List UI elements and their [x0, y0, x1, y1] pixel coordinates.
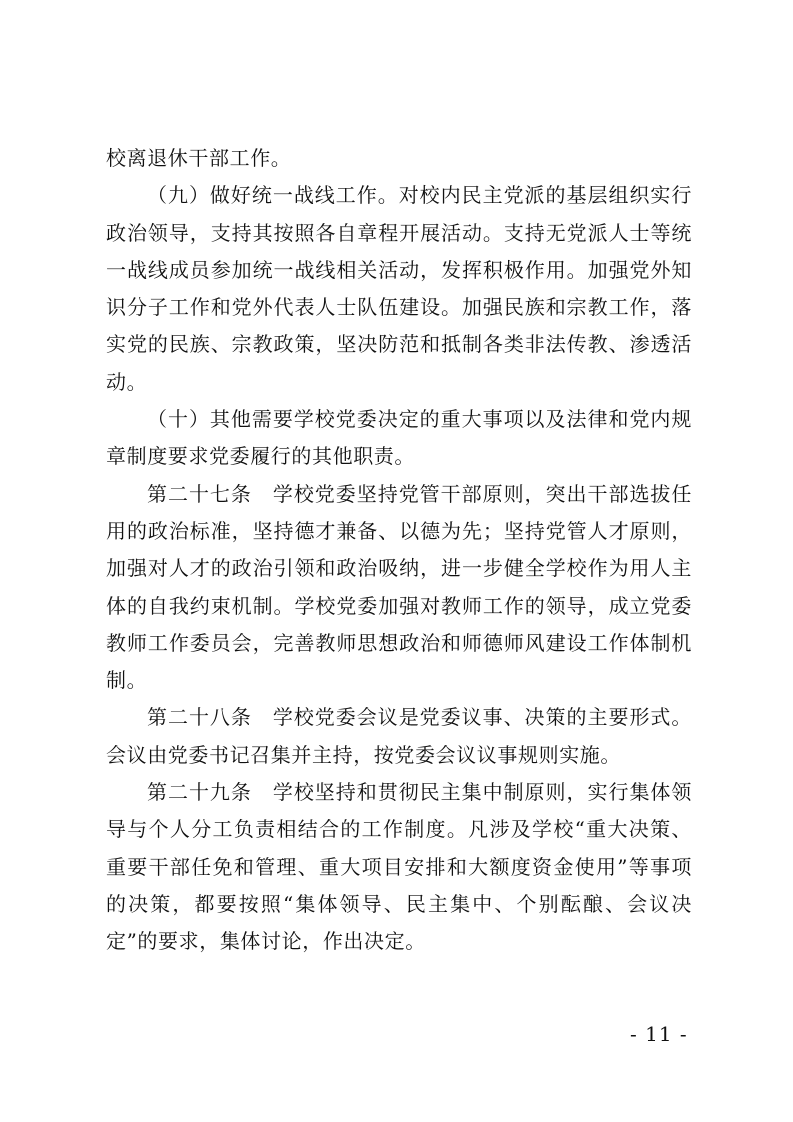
paragraph-article-27: 第二十七条 学校党委坚持党管干部原则，突出干部选拔任用的政治标准，坚持德才兼备、以德为先；坚持党管人才原则，加强对人才的政治引领和政治吸纳，进一步健全学校作为用人主体的自我约束机制。学校党委加强对教师工作的领导，成立党委教师工作委员会，完善教师思想政治和师德师风建设工作体制机制。 [106, 481, 692, 693]
paragraph-article-29: 第二十九条 学校坚持和贯彻民主集中制原则，实行集体领导与个人分工负责相结合的工作制度。凡涉及学校“重大决策、重要干部任免和管理、重大项目安排和大额度资金使用”等事项的决策，都要按照“集体领导、民主集中、个别酝酿、会议决定”的要求，集体讨论，作出决定。 [106, 780, 692, 954]
page-number: - 11 - [630, 1022, 688, 1046]
paragraph-continuation: 校离退休干部工作。 [106, 146, 292, 170]
paragraph-united-front: （九）做好统一战线工作。对校内民主党派的基层组织实行政治领导，支持其按照各自章程开展活动。支持无党派人士等统一战线成员参加统一战线相关活动，发挥积极作用。加强党外知识分子工作和党外代表人士队伍建设。加强民族和宗教工作，落实党的民族、宗教政策，坚决防范和抵制各类非法传教、渗透活动。 [106, 183, 692, 394]
paragraph-other-matters: （十）其他需要学校党委决定的重大事项以及法律和党内规章制度要求党委履行的其他职责。 [106, 407, 692, 469]
document-body [106, 140, 692, 961]
paragraph-article-28: 第二十八条 学校党委会议是党委议事、决策的主要形式。会议由党委书记召集并主持，按党委会议议事规则实施。 [106, 705, 692, 767]
